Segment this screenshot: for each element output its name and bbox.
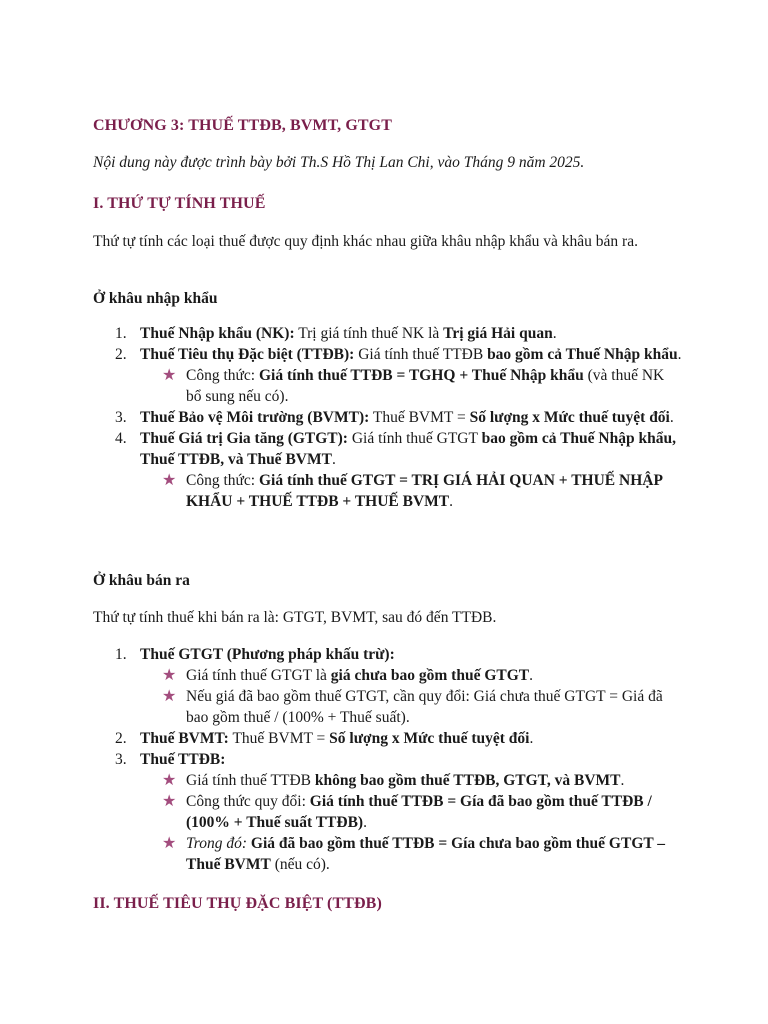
list-item: 3. Thuế TTĐB:: [115, 751, 226, 768]
section2-heading: II. THUẾ TIÊU THỤ ĐẶC BIỆT (TTĐB): [93, 895, 382, 912]
import-stage-heading: Ở khâu nhập khẩu: [93, 290, 218, 307]
list-item: 1. Thuế Nhập khẩu (NK): Trị giá tính thuế NK là Trị giá Hải quan.: [115, 325, 557, 342]
sale-stage-intro: Thứ tự tính thuế khi bán ra là: GTGT, BVMT, sau đó đến TTĐB.: [93, 609, 497, 626]
chapter-title: CHƯƠNG 3: THUẾ TTĐB, BVMT, GTGT: [93, 117, 392, 134]
bullet-item: ★ Công thức: Giá tính thuế GTGT = TRỊ GIÁ HẢI QUAN + THUẾ NHẬP KHẨU + THUẾ TTĐB + THUẾ BVMT.: [162, 472, 663, 510]
list-item: 4. Thuế Giá trị Gia tăng (GTGT): Giá tính thuế GTGT bao gồm cả Thuế Nhập khẩu, Thuế TTĐB, và Thuế BVMT.: [115, 430, 676, 468]
import-stage-list: [93, 323, 683, 512]
bullet-item: ★ Giá tính thuế TTĐB không bao gồm thuế TTĐB, GTGT, và BVMT.: [162, 772, 625, 789]
bullet-item: ★ Giá tính thuế GTGT là giá chưa bao gồm thuế GTGT.: [162, 667, 534, 684]
sale-stage-list: [93, 644, 683, 875]
star-icon: ★: [162, 667, 177, 684]
section1-heading: I. THỨ TỰ TÍNH THUẾ: [93, 195, 266, 212]
list-item: 2. Thuế Tiêu thụ Đặc biệt (TTĐB): Giá tính thuế TTĐB bao gồm cả Thuế Nhập khẩu.: [115, 346, 682, 363]
star-icon: ★: [162, 367, 177, 384]
star-icon: ★: [162, 772, 177, 789]
list-item: 3. Thuế Bảo vệ Môi trường (BVMT): Thuế BVMT = Số lượng x Mức thuế tuyệt đối.: [115, 409, 674, 426]
star-icon: ★: [162, 835, 177, 852]
bullet-item: ★ Công thức quy đổi: Giá tính thuế TTĐB = Gía đã bao gồm thuế TTĐB / (100% + Thuế suất TTĐB).: [162, 793, 652, 831]
bullet-item: ★ Công thức: Giá tính thuế TTĐB = TGHQ + Thuế Nhập khẩu (và thuế NK bổ sung nếu có).: [162, 367, 665, 405]
sale-stage-heading: Ở khâu bán ra: [93, 572, 190, 589]
author-note: Nội dung này được trình bày bởi Th.S Hồ Thị Lan Chi, vào Tháng 9 năm 2025.: [93, 154, 585, 171]
star-icon: ★: [162, 472, 177, 489]
star-icon: ★: [162, 793, 177, 810]
star-icon: ★: [162, 688, 177, 705]
bullet-item: ★ Trong đó: Giá đã bao gồm thuế TTĐB = Gía chưa bao gồm thuế GTGT – Thuế BVMT (nếu có).: [162, 835, 666, 873]
list-item: 1. Thuế GTGT (Phương pháp khấu trừ):: [115, 646, 395, 663]
list-item: 2. Thuế BVMT: Thuế BVMT = Số lượng x Mức thuế tuyệt đối.: [115, 730, 534, 747]
section1-intro: Thứ tự tính các loại thuế được quy định khác nhau giữa khâu nhập khẩu và khâu bán ra.: [93, 233, 638, 250]
bullet-item: ★ Nếu giá đã bao gồm thuế GTGT, cần quy đổi: Giá chưa thuế GTGT = Giá đã bao gồm thuế / (100% + Thuế suất).: [162, 688, 663, 726]
